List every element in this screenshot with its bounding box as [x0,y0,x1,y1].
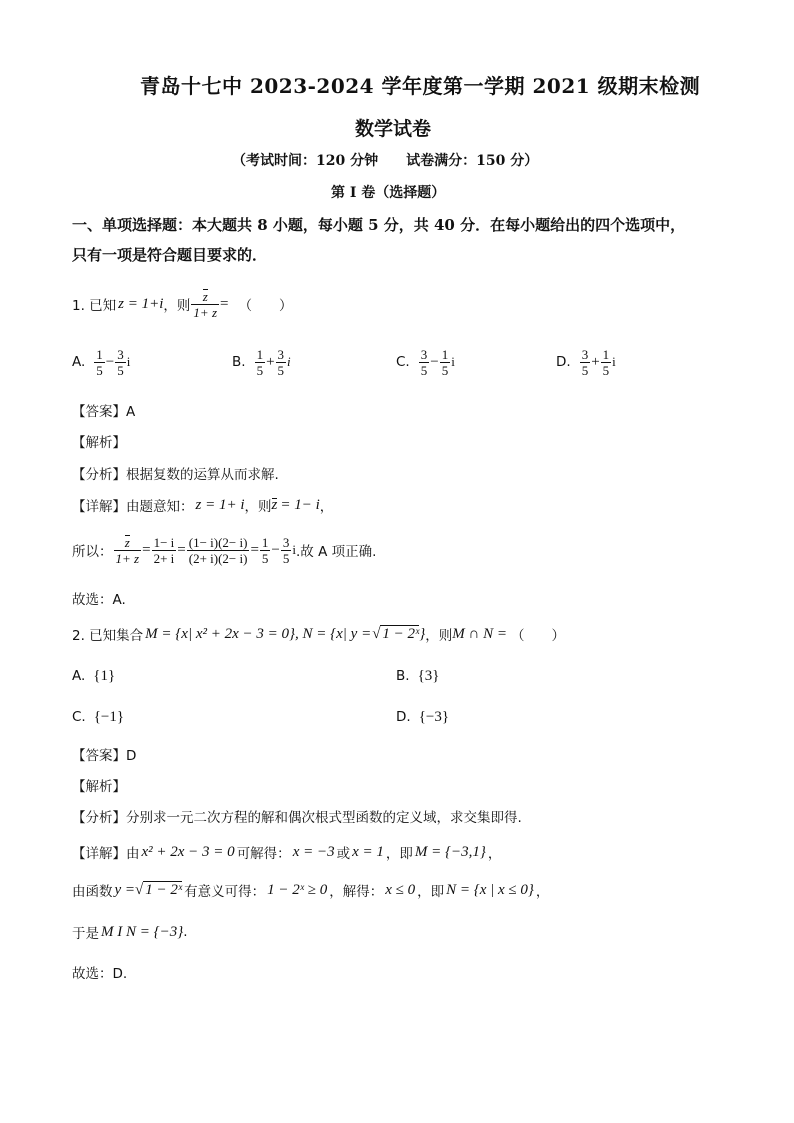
text: ， [535,884,550,900]
xiangjie-text-a: 由题意知： [126,499,194,515]
option-unit: i [612,354,616,369]
frac-den: 5 [96,362,103,378]
question-2-xiangjie-line1 [72,842,501,862]
frac-den: 5 [117,362,124,378]
question-1-xiangjie [72,495,333,515]
page-title: 青岛十七中 2023-2024 学年度第一学期 2021 级期末检测 [140,74,701,98]
question-1-calculation [72,527,376,573]
section-heading-line2: 只有一项是符合题目要求的． [72,246,268,264]
fenxi-text: 分别求一元二次方程的解和偶次根式型函数的定义域，求交集即得. [126,810,522,826]
solution-2: x = 1 [352,843,384,860]
calc-minus: − [271,541,280,558]
question-2-stem [72,620,565,648]
calc-frac-5 [281,535,292,566]
question-2-analysis-tag: 【解析】 [72,779,126,795]
xiangjie-zbar: z [271,497,278,513]
frac-den: 5 [261,550,269,566]
xiangjie-z: z = 1+ i [195,496,245,513]
inequality: 1 − 2ˣ ≥ 0 [267,881,328,898]
text: ，即 [417,884,445,900]
fenxi-tag: 【分析】 [72,467,126,483]
calc-frac-2 [152,535,177,566]
option-unit: i [451,354,455,369]
frac-num: 3 [117,346,124,362]
xiangjie-text-d: ， [319,499,334,515]
text: ， [487,846,502,862]
option-label: D. [396,709,411,725]
frac-num: z [124,534,130,550]
option-label: C. [72,709,86,725]
question-1-frac-den: 1+ z [193,304,218,320]
frac-den: 2+ i [153,550,175,566]
text: 于是 [72,926,99,942]
set-m: M = {−3,1} [414,843,486,860]
page-subtitle: 数学试卷 [355,118,432,140]
question-2-N-sqrt: 1 − 2ˣ [382,626,420,642]
exam-info: （考试时间：120 分钟 试卷满分：150 分） [232,153,539,169]
text: 由 [126,846,140,862]
option-unit: i [126,354,131,369]
answer-tag: 【答案】 [72,748,126,764]
intersection: M I N = {−3} [101,923,184,940]
question-1-paren: （ ） [238,298,293,314]
question-2-conclusion: 故选：D. [72,966,128,982]
section-heading-line1: 一、单项选择题：本大题共 8 小题，每小题 5 分，共 40 分．在每小题给出的四个选项中， [72,216,686,234]
option-label: A. [72,354,86,370]
frac-den: 5 [602,362,610,378]
xiangjie-text-b: ，则 [244,499,272,515]
option-frac-a [255,347,266,378]
option-op: − [105,353,115,370]
frac-den: 5 [277,362,285,378]
volume-heading: 第 I 卷（选择题） [331,185,446,201]
option-frac-a [580,347,591,378]
option-label: C. [396,354,410,370]
option-frac-b [115,347,126,378]
option-frac-a [94,347,105,378]
sqrt-symbol: √ [135,881,144,898]
calc-eq: = [177,541,186,558]
frac-den: 1+ z [115,550,140,566]
set-n: N = {x | x ≤ 0} [446,881,534,898]
question-2-number: 2. 已知集合 [72,628,144,644]
calc-frac-4 [260,535,271,566]
calc-frac-3 [187,535,250,566]
calc-eq: = [250,541,259,558]
frac-num: 1 [441,346,449,362]
frac-num: 3 [420,346,428,362]
xiangjie-tag: 【详解】 [72,499,126,515]
sqrt-expr: 1 − 2ˣ [145,882,183,898]
option-value: {3} [417,668,440,684]
option-op: − [430,353,439,370]
equation: x² + 2x − 3 = 0 [141,843,235,860]
question-2-xiangjie-line2 [72,880,549,900]
text: 或 [336,846,351,862]
question-2-ask-expr: M ∩ N = [452,625,507,642]
question-1-option-d [556,342,616,382]
answer-value: D [126,748,137,764]
frac-den: (2+ i)(2− i) [188,550,248,566]
question-1-frac-num: z [202,288,208,304]
question-2-answer [72,744,136,764]
text: . [183,924,188,940]
frac-num: 1− i [153,534,175,550]
text: 有意义可得： [184,884,266,900]
question-2-M-def: M = {x| x² + 2x − 3 = 0} [145,625,295,642]
question-1-conclusion: 故选：A. [72,592,126,608]
text: ，解得： [329,884,384,900]
text: ，即 [385,846,413,862]
question-1-eq: = [220,295,229,312]
frac-den: 5 [441,362,449,378]
frac-den: 5 [581,362,589,378]
question-2-option-b [396,665,439,685]
calc-prefix: 所以： [72,544,113,560]
option-value: {−3} [418,709,450,725]
question-1-fraction [191,289,219,320]
frac-den: 5 [420,362,428,378]
frac-num: (1− i)(2− i) [188,534,248,550]
answer-value: A [126,404,136,420]
option-label: A. [72,668,86,684]
question-1-option-c [396,342,455,382]
frac-num: 3 [581,346,589,362]
option-frac-b [276,347,287,378]
question-2-fenxi [72,806,522,826]
question-1-comma: ，则 [163,298,191,314]
calc-eq: = [142,541,151,558]
question-1-option-a [72,342,130,382]
question-1-answer [72,400,135,420]
function: y = [114,881,136,898]
question-2-option-d [396,706,449,726]
xiangjie-tag: 【详解】 [72,846,126,862]
option-frac-b [440,347,451,378]
calc-suffix: .故 A 项正确. [296,544,377,560]
question-2-option-a [72,665,115,685]
option-label: B. [396,668,410,684]
frac-den: 5 [282,550,290,566]
option-frac-a [419,347,430,378]
option-value: {1} [93,668,116,684]
question-1-option-b [232,342,291,382]
frac-num: 1 [96,346,103,362]
question-1-fenxi [72,463,279,483]
question-1-z-def: z = 1+i [118,295,164,312]
question-2-paren: （ ） [511,628,565,644]
frac-num: 1 [261,534,269,550]
fenxi-text: 根据复数的运算从而求解. [126,467,279,483]
calc-frac-1 [114,535,142,566]
question-1-stem [72,282,292,326]
option-unit: i [287,354,291,369]
frac-num: 1 [256,346,264,362]
text: 可解得： [236,846,291,862]
sqrt-symbol: √ [372,625,381,642]
question-2-xiangjie-line3 [72,922,188,942]
frac-num: 1 [602,346,610,362]
frac-num: 3 [277,346,285,362]
answer-tag: 【答案】 [72,404,126,420]
xiangjie-zbar-eq: = 1− i [280,496,320,513]
question-2-ask: ，则 [425,628,453,644]
fenxi-tag: 【分析】 [72,810,126,826]
question-2-N-pre: , N = {x| y = [295,625,372,642]
question-1-analysis-tag: 【解析】 [72,435,126,451]
question-1-number: 1. 已知 [72,298,117,314]
text: 由函数 [72,884,113,900]
frac-den: 5 [256,362,264,378]
frac-num: 3 [282,534,290,550]
option-label: B. [232,354,246,370]
question-2-option-c [72,706,124,726]
option-frac-b [601,347,612,378]
solution-1: x = −3 [292,843,335,860]
option-op: + [591,353,600,370]
solution: x ≤ 0 [385,881,416,898]
question-2-N-post: } [419,625,426,642]
option-label: D. [556,354,571,370]
option-op: + [266,353,275,370]
calc-i: i [292,542,296,557]
option-value: {−1} [93,709,125,725]
